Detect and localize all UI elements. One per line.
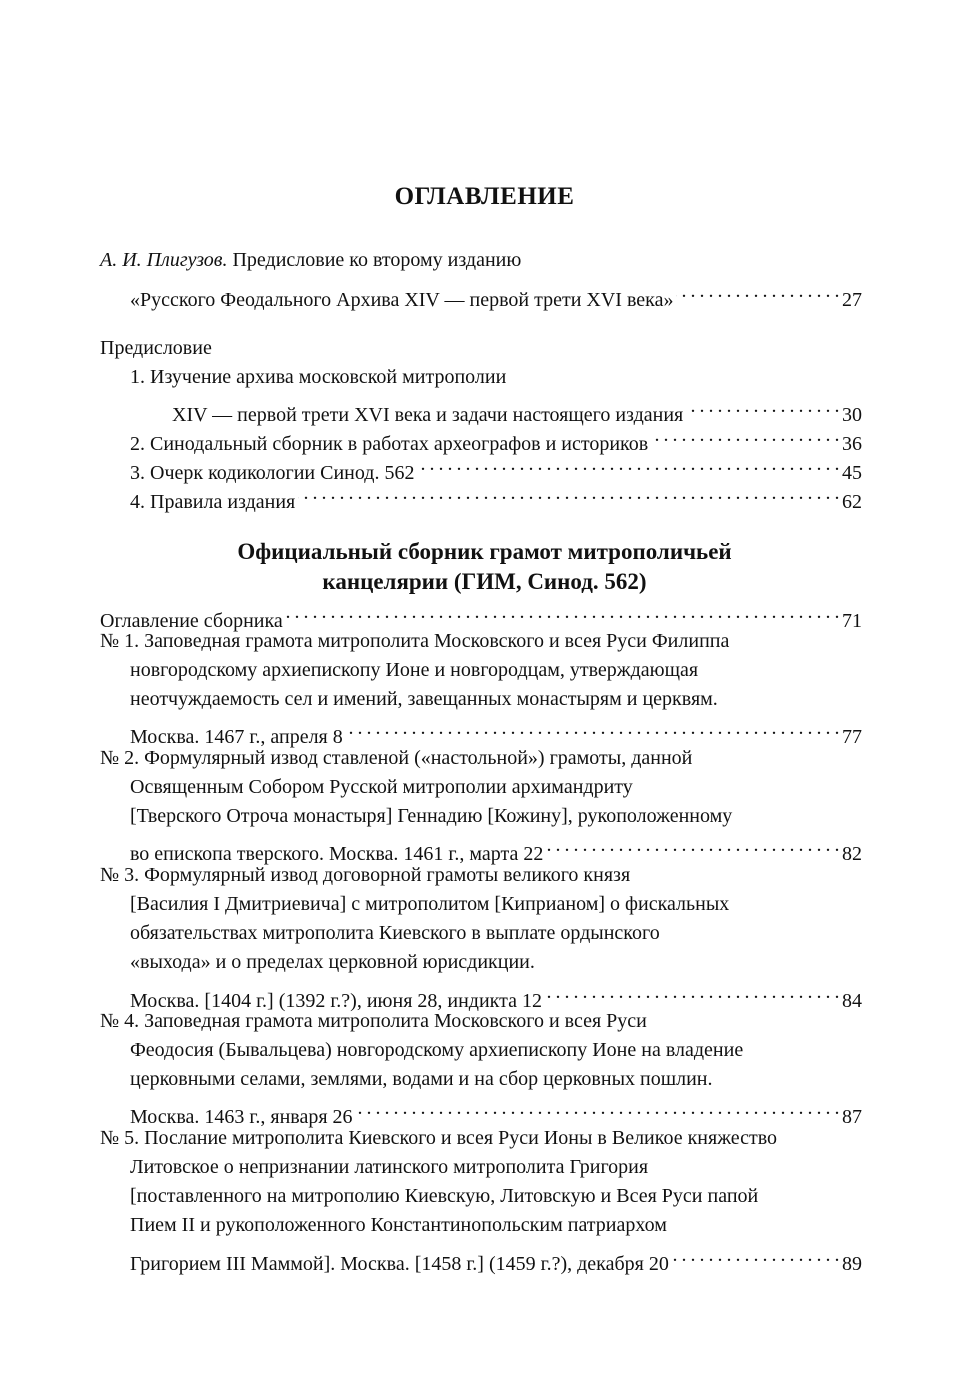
section-title-line-1: Официальный сборник грамот митрополичьей <box>237 539 732 564</box>
toc-entry-document-5[interactable] <box>130 1241 862 1275</box>
preface-line-1 <box>100 246 521 275</box>
page-number: 82 <box>842 843 862 865</box>
doc-5-line-1: № 5. Послание митрополита Киевского и всея Руси Ионы в Великое княжество <box>100 1127 778 1149</box>
preface-title-part-1: Предисловие ко второму изданию <box>227 249 522 271</box>
page-number: 77 <box>842 726 862 748</box>
toc-entry-text: Оглавление сборника <box>100 610 283 632</box>
doc-1-line-2: новгородскому архиепископу Ионе и новгородцам, утверждающая <box>130 659 699 681</box>
toc-entry-intro-1[interactable] <box>172 392 862 426</box>
dot-leader <box>286 598 839 627</box>
dot-leader <box>356 1094 839 1123</box>
doc-4-line-2: Феодосия (Бывальцева) новгородскому архиепископу Ионе на владение <box>130 1039 744 1061</box>
page-title: ОГЛАВЛЕНИЕ <box>394 183 575 210</box>
doc-1-line-3: неотчуждаемость сел и имений, завещанных монастырям и церквям. <box>130 688 718 710</box>
toc-entry-intro-4[interactable] <box>130 479 862 513</box>
doc-2-line-3: [Тверского Отроча монастыря] Геннадию [Кожину], рукоположенному <box>130 805 733 827</box>
page-number: 87 <box>842 1106 862 1128</box>
page-number: 30 <box>842 404 862 426</box>
doc-3-line-2: [Василия I Дмитриевича] с митрополитом [Киприаном] о фискальных <box>130 893 730 915</box>
dot-leader <box>672 1241 839 1270</box>
doc-4-line-1: № 4. Заповедная грамота митрополита Московского и всея Руси <box>100 1010 647 1032</box>
dot-leader <box>417 450 839 479</box>
section-title-line-2: канцелярии (ГИМ, Синод. 562) <box>322 569 647 594</box>
doc-3-line-4: «выхода» и о пределах церковной юрисдикции. <box>130 951 535 973</box>
page-number: 27 <box>842 289 862 311</box>
section-label-preface: Предисловие <box>100 337 212 359</box>
doc-3-line-1: № 3. Формулярный извод договорной грамоты великого князя <box>100 864 631 886</box>
page-number: 71 <box>842 610 862 632</box>
doc-2-line-2: Освященным Собором Русской митрополии архимандриту <box>130 776 633 798</box>
doc-5-line-2: Литовское о непризнании латинского митрополита Григория <box>130 1156 649 1178</box>
dot-leader <box>546 831 839 860</box>
page-number: 36 <box>842 433 862 455</box>
doc-4-line-3: церковными селами, землями, водами и на сбор церковных пошлин. <box>130 1068 713 1090</box>
dot-leader <box>346 714 839 743</box>
toc-entry-document-1[interactable] <box>130 714 862 748</box>
toc-entry-text: Москва. [1404 г.] (1392 г.?), июня 28, индикта 12 <box>130 990 542 1012</box>
doc-2-line-1: № 2. Формулярный извод ставленой («настольной») грамоты, данной <box>100 747 693 769</box>
toc-entry-preface-2nd-edition[interactable] <box>130 277 862 311</box>
toc-entry-text: Москва. 1463 г., января 26 <box>130 1106 353 1128</box>
preface-title-part-2: «Русского Феодального Архива XIV — первой трети XVI века» <box>130 289 674 311</box>
dot-leader <box>686 392 839 421</box>
preface-author: А. И. Плигузов. <box>100 249 228 271</box>
doc-5-line-4: Пием II и рукоположенного Константинопольским патриархом <box>130 1214 667 1236</box>
page-number: 84 <box>842 990 862 1012</box>
toc-entry-intro-2[interactable] <box>130 421 862 455</box>
dot-leader <box>651 421 839 450</box>
toc-entry-text: 4. Правила издания <box>130 491 296 513</box>
toc-entry-text: 3. Очерк кодикологии Синод. 562 <box>130 462 415 484</box>
toc-entry-collection-contents[interactable] <box>100 598 862 632</box>
doc-5-line-3: [поставленного на митрополию Киевскую, Литовскую и Всея Руси папой <box>130 1185 759 1207</box>
dot-leader <box>676 277 839 306</box>
dot-leader <box>545 978 839 1007</box>
toc-entry-document-3[interactable] <box>130 978 862 1012</box>
toc-entry-text: XIV — первой трети XVI века и задачи настоящего издания <box>172 404 684 426</box>
toc-entry-intro-1-line-1: 1. Изучение архива московской митрополии <box>130 366 507 388</box>
toc-entry-text: 2. Синодальный сборник в работах археографов и историков <box>130 433 649 455</box>
toc-entry-text: Москва. 1467 г., апреля 8 <box>130 726 343 748</box>
page-number: 89 <box>842 1253 862 1275</box>
doc-1-line-1: № 1. Заповедная грамота митрополита Московского и всея Руси Филиппа <box>100 630 730 652</box>
toc-entry-text: Григорием III Маммой]. Москва. [1458 г.] (1459 г.?), декабря 20 <box>130 1253 669 1275</box>
page-number: 45 <box>842 462 862 484</box>
doc-3-line-3: обязательствах митрополита Киевского в выплате ордынского <box>130 922 660 944</box>
toc-entry-text: во епископа тверского. Москва. 1461 г., марта 22 <box>130 843 544 865</box>
toc-entry-document-4[interactable] <box>130 1094 862 1128</box>
dot-leader <box>298 479 839 508</box>
toc-entry-document-2[interactable] <box>130 831 862 865</box>
toc-entry-intro-3[interactable] <box>130 450 862 484</box>
page-number: 62 <box>842 491 862 513</box>
